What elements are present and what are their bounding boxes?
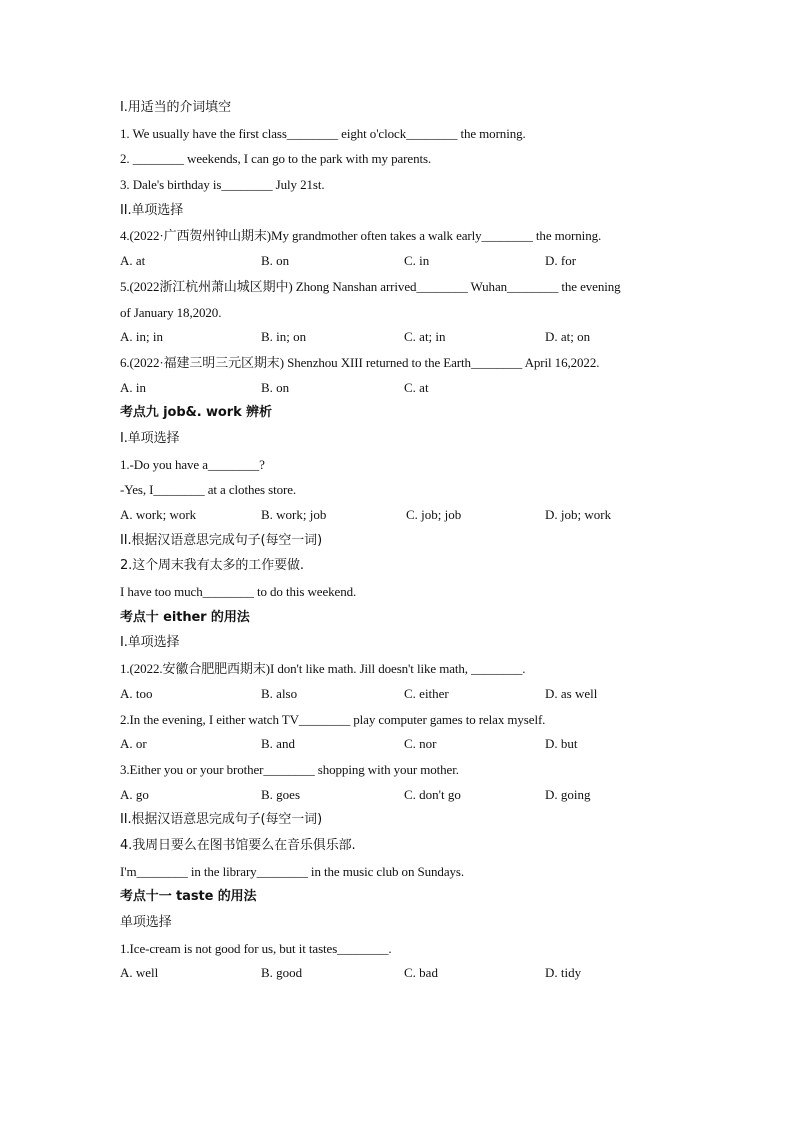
option: A. in	[120, 379, 146, 395]
question-text: 1.(2022.安徽合肥肥西期末)I don't like math. Jill doesn't like math, ________.	[120, 661, 526, 677]
option: B. work; job	[261, 507, 327, 522]
option: D. as well	[545, 685, 598, 701]
options-row	[120, 249, 680, 274]
option: C. at; in	[404, 329, 446, 345]
worksheet-content	[120, 95, 680, 986]
option: C. nor	[404, 736, 437, 752]
part-heading: I.用适当的介词填空	[120, 100, 231, 115]
options-row	[120, 503, 680, 528]
option: A. at	[120, 253, 146, 269]
question-text: of January 18,2020.	[120, 304, 222, 320]
option: C. job; job	[406, 507, 462, 522]
question-text: 3. Dale's birthday is________ July 21st.	[120, 177, 325, 193]
question-text: 5.(2022浙江杭州萧山城区期中) Zhong Nanshan arrived________ Wuhan________ the evening	[120, 278, 621, 294]
option: D. going	[545, 786, 591, 802]
option: A. go	[120, 786, 149, 802]
options-row	[120, 682, 680, 707]
options-row	[120, 961, 680, 986]
option: B. good	[261, 965, 303, 981]
options-row	[120, 732, 680, 757]
option: B. goes	[261, 786, 300, 802]
section-title: 考点九 job&. work 辨析	[120, 405, 272, 421]
option: C. at	[404, 379, 429, 395]
question-text: 3.Either you or your brother________ shopping with your mother.	[120, 761, 459, 777]
question-text: 2. ________ weekends, I can go to the park with my parents.	[120, 151, 432, 167]
question-text: -Yes, I________ at a clothes store.	[120, 482, 297, 498]
part-heading: II.单项选择	[120, 202, 184, 218]
option: A. work; work	[120, 507, 197, 522]
options-row	[120, 783, 680, 808]
option: C. don't go	[404, 786, 461, 802]
question-chinese: 2.这个周末我有太多的工作要做.	[120, 558, 304, 574]
option: B. on	[261, 379, 290, 395]
section-title: 考点十 either 的用法	[120, 609, 250, 625]
option: A. too	[120, 685, 153, 701]
option: B. and	[261, 736, 295, 752]
option: B. on	[261, 253, 290, 269]
option: B. in; on	[261, 329, 307, 345]
option: C. in	[404, 253, 430, 269]
option: C. either	[404, 685, 449, 701]
part-heading: 单项选择	[120, 915, 172, 930]
option: D. for	[545, 253, 577, 269]
question-text: I'm________ in the library________ in the music club on Sundays.	[120, 863, 465, 879]
option: D. at; on	[545, 329, 591, 345]
option: A. in; in	[120, 329, 163, 345]
part-heading: I.单项选择	[120, 430, 180, 446]
section-title: 考点十一 taste 的用法	[120, 889, 257, 905]
option: D. but	[545, 736, 578, 752]
option: A. or	[120, 736, 147, 752]
option: D. job; work	[545, 507, 612, 522]
question-text: I have too much________ to do this weekend.	[120, 584, 357, 600]
question-text: 1. We usually have the first class________ eight o'clock________ the morning.	[120, 125, 526, 141]
question-text: 2.In the evening, I either watch TV________ play computer games to relax myself.	[120, 711, 546, 727]
option: A. well	[120, 965, 159, 981]
option: D. tidy	[545, 965, 582, 981]
question-text: 4.(2022·广西贺州钟山期末)My grandmother often takes a walk early________ the morning.	[120, 228, 602, 244]
option: C. bad	[404, 965, 438, 981]
question-chinese: 4.我周日要么在图书馆要么在音乐俱乐部.	[120, 837, 356, 853]
question-text: 6.(2022·福建三明三元区期末) Shenzhou XIII returned to the Earth________ April 16,2022.	[120, 354, 600, 370]
part-heading: II.根据汉语意思完成句子(每空一词)	[120, 812, 323, 828]
question-text: 1.-Do you have a________?	[120, 456, 265, 472]
option: B. also	[261, 685, 298, 701]
question-text: 1.Ice-cream is not good for us, but it tastes________.	[120, 940, 392, 956]
options-row	[120, 376, 680, 401]
part-heading: II.根据汉语意思完成句子(每空一词)	[120, 532, 323, 548]
options-row	[120, 325, 680, 350]
part-heading: I.单项选择	[120, 635, 180, 651]
